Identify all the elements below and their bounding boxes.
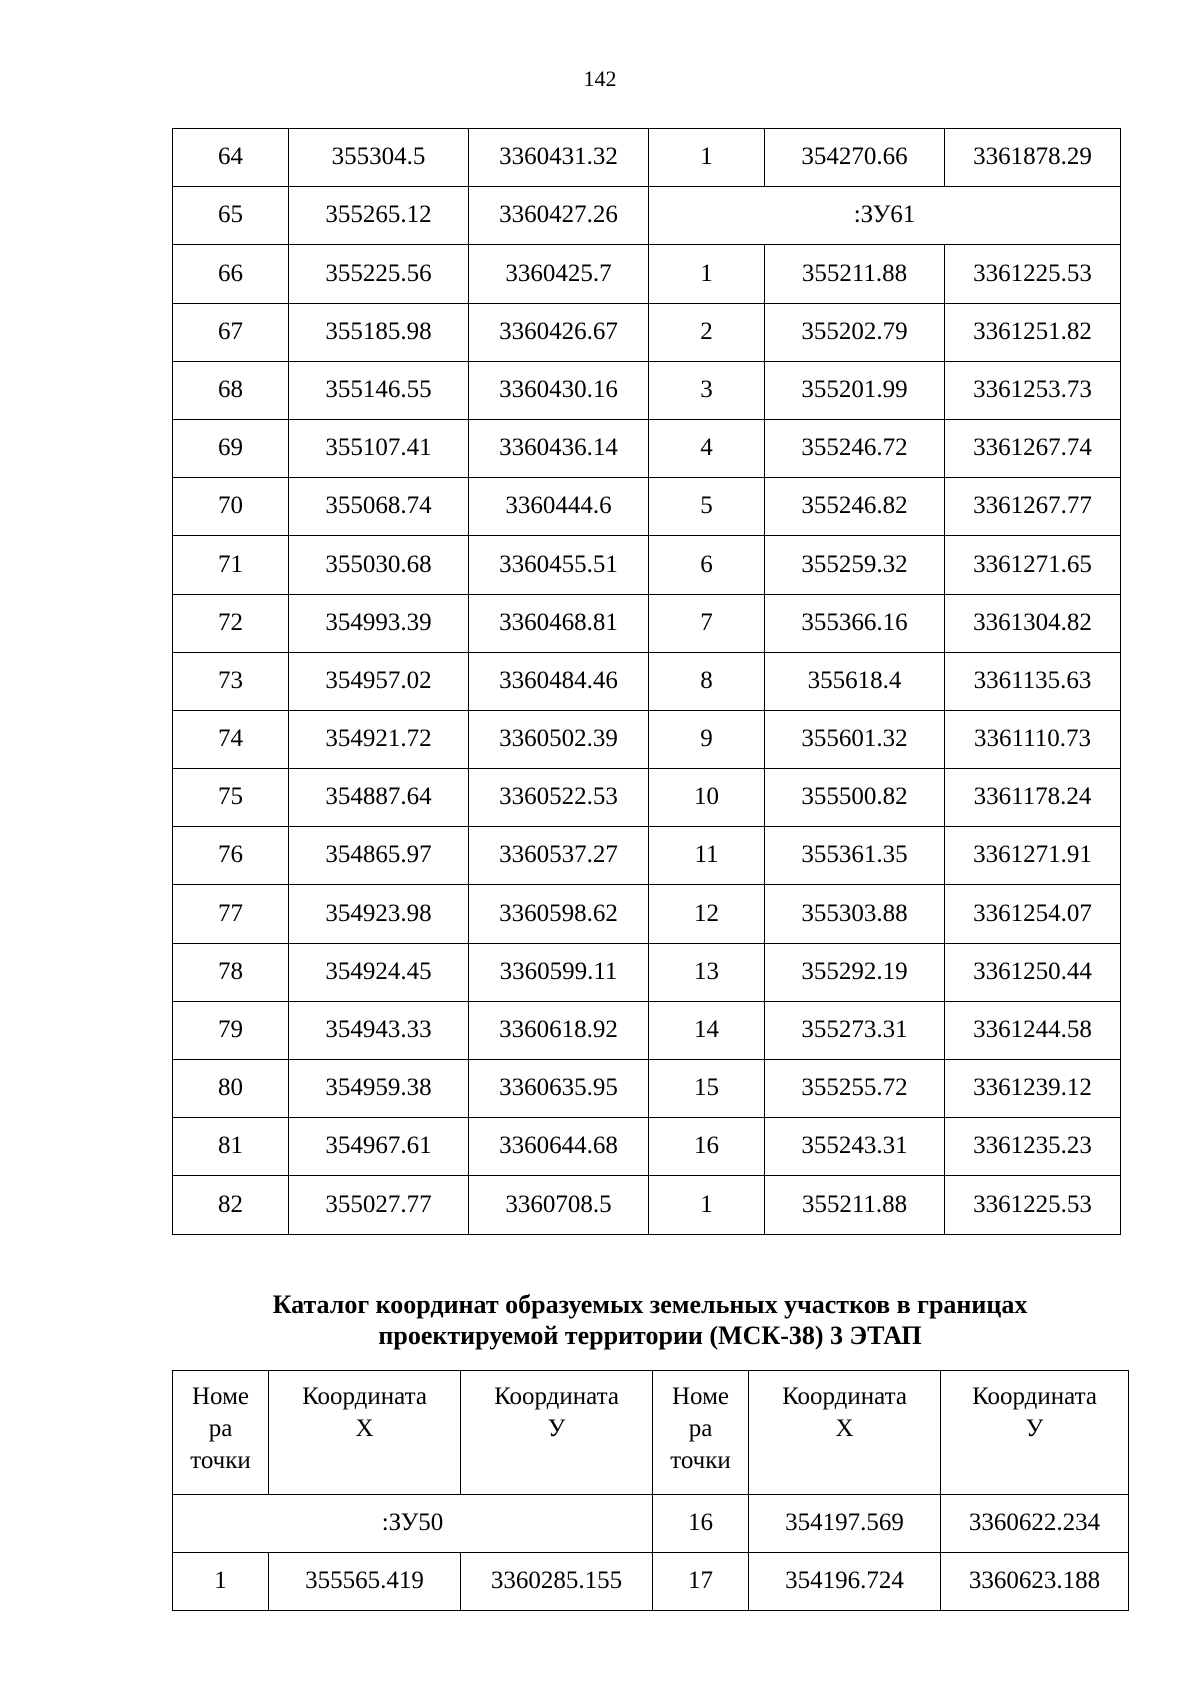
cell-coord-y-right: 3361878.29 [945,129,1121,187]
cell-point-number-right: 1 [649,129,765,187]
cell-point-number: 79 [173,1001,289,1059]
cell-coord-y-right: 3361271.65 [945,536,1121,594]
cell-point-number: 1 [173,1553,269,1611]
table-row [173,536,1121,594]
cell-point-number: 80 [173,1060,289,1118]
cell-coord-x: 355146.55 [289,361,469,419]
section-title [172,1289,1128,1351]
cell-point-number-right: 14 [649,1001,765,1059]
cell-coord-x-right: 354197.569 [749,1495,941,1553]
cell-coord-x: 354993.39 [289,594,469,652]
cell-coord-x: 354887.64 [289,769,469,827]
header-line: Координата [972,1383,1097,1410]
cell-coord-y-right: 3361239.12 [945,1060,1121,1118]
cell-coord-x: 354967.61 [289,1118,469,1176]
cell-coord-x: 355225.56 [289,245,469,303]
cell-coord-y: 3360644.68 [469,1118,649,1176]
cell-coord-y: 3360468.81 [469,594,649,652]
cell-coord-y-right: 3360622.234 [941,1495,1129,1553]
table-row [173,1495,1129,1553]
cell-coord-y: 3360444.6 [469,478,649,536]
cell-point-number-right: 8 [649,652,765,710]
cell-point-number-right: 9 [649,710,765,768]
cell-coord-y-right: 3361251.82 [945,303,1121,361]
cell-coord-x-right: 354196.724 [749,1553,941,1611]
header-line: Координата [302,1383,427,1410]
cell-coord-y-right: 3361225.53 [945,245,1121,303]
cell-point-number: 72 [173,594,289,652]
cell-coord-x-right: 355243.31 [765,1118,945,1176]
cell-point-number-right: 16 [653,1495,749,1553]
header-coord-x [269,1371,461,1495]
cell-point-number: 73 [173,652,289,710]
header-line: У [547,1415,566,1442]
header-line: Координата [494,1383,619,1410]
header-line: Номе [192,1383,249,1410]
cell-coord-x: 354943.33 [289,1001,469,1059]
table-row [173,1001,1121,1059]
cell-point-number: 70 [173,478,289,536]
cell-coord-y-right: 3361225.53 [945,1176,1121,1234]
cell-coord-x-right: 355211.88 [765,245,945,303]
header-line: Номе [672,1383,729,1410]
cell-point-number-right: 7 [649,594,765,652]
cell-point-number: 69 [173,419,289,477]
cell-coord-y: 3360285.155 [461,1553,653,1611]
cell-point-number-right: 11 [649,827,765,885]
cell-coord-y-right: 3361135.63 [945,652,1121,710]
cell-point-number: 74 [173,710,289,768]
cell-coord-x-right: 354270.66 [765,129,945,187]
header-point-number-right [653,1371,749,1495]
cell-coord-y-right: 3361244.58 [945,1001,1121,1059]
cell-point-number-right: 1 [649,245,765,303]
cell-coord-y: 3360522.53 [469,769,649,827]
cell-coord-y-right: 3360623.188 [941,1553,1129,1611]
cell-coord-x-right: 355601.32 [765,710,945,768]
table-row [173,361,1121,419]
coordinates-catalog-table [172,1370,1129,1611]
header-line: У [1025,1415,1044,1442]
cell-point-number-right: 3 [649,361,765,419]
cell-point-number: 78 [173,943,289,1001]
cell-point-number: 65 [173,187,289,245]
cell-coord-y-right: 3361253.73 [945,361,1121,419]
cell-coord-y-right: 3361267.77 [945,478,1121,536]
table-row [173,594,1121,652]
cell-point-number-right: 4 [649,419,765,477]
cell-coord-y: 3360599.11 [469,943,649,1001]
cell-coord-x: 355304.5 [289,129,469,187]
table-row [173,245,1121,303]
table-row [173,769,1121,827]
cell-coord-x: 355068.74 [289,478,469,536]
header-line: Координата [782,1383,907,1410]
cell-point-number: 66 [173,245,289,303]
cell-coord-y-right: 3361254.07 [945,885,1121,943]
header-line: Х [355,1415,374,1442]
header-line: ра [208,1415,233,1442]
table-header-row [173,1371,1129,1495]
cell-coord-y-right: 3361250.44 [945,943,1121,1001]
table-row [173,943,1121,1001]
cell-coord-x-right: 355201.99 [765,361,945,419]
table-row [173,1118,1121,1176]
cell-coord-x-right: 355500.82 [765,769,945,827]
cell-coord-y-right: 3361178.24 [945,769,1121,827]
cell-coord-y: 3360426.67 [469,303,649,361]
cell-point-number: 64 [173,129,289,187]
coordinates-table-continued [172,128,1121,1235]
header-coord-y-right [941,1371,1129,1495]
cell-point-number-right: 16 [649,1118,765,1176]
cell-point-number: 67 [173,303,289,361]
header-line: Х [835,1415,854,1442]
cell-coord-x: 355027.77 [289,1176,469,1234]
header-line: точки [670,1447,731,1474]
cell-coord-x-right: 355246.82 [765,478,945,536]
parcel-label: :ЗУ61 [649,187,1121,245]
cell-coord-x: 355565.419 [269,1553,461,1611]
table-row [173,652,1121,710]
cell-coord-y: 3360436.14 [469,419,649,477]
cell-point-number-right: 6 [649,536,765,594]
table-row [173,419,1121,477]
cell-coord-x: 355107.41 [289,419,469,477]
cell-point-number-right: 17 [653,1553,749,1611]
cell-coord-x-right: 355259.32 [765,536,945,594]
cell-point-number: 71 [173,536,289,594]
cell-coord-y-right: 3361271.91 [945,827,1121,885]
section-title-line-2: проектируемой территории (МСК-38) 3 ЭТАП [378,1321,922,1350]
cell-coord-y: 3360425.7 [469,245,649,303]
cell-coord-x-right: 355361.35 [765,827,945,885]
cell-coord-x: 354957.02 [289,652,469,710]
cell-coord-y-right: 3361110.73 [945,710,1121,768]
header-line: ра [688,1415,713,1442]
cell-point-number-right: 1 [649,1176,765,1234]
cell-coord-y: 3360618.92 [469,1001,649,1059]
cell-coord-x: 354865.97 [289,827,469,885]
header-line: точки [190,1447,251,1474]
table-row [173,303,1121,361]
cell-point-number: 81 [173,1118,289,1176]
cell-point-number: 82 [173,1176,289,1234]
cell-point-number-right: 12 [649,885,765,943]
cell-coord-y-right: 3361267.74 [945,419,1121,477]
table-row [173,1176,1121,1234]
cell-coord-x-right: 355366.16 [765,594,945,652]
table-row [173,827,1121,885]
cell-coord-x: 354923.98 [289,885,469,943]
cell-coord-x-right: 355246.72 [765,419,945,477]
table-row [173,129,1121,187]
cell-coord-y: 3360598.62 [469,885,649,943]
table-row [173,478,1121,536]
cell-coord-x-right: 355255.72 [765,1060,945,1118]
cell-coord-x-right: 355303.88 [765,885,945,943]
cell-coord-x: 355265.12 [289,187,469,245]
cell-coord-y-right: 3361235.23 [945,1118,1121,1176]
cell-coord-x: 354921.72 [289,710,469,768]
cell-coord-y: 3360635.95 [469,1060,649,1118]
cell-coord-x: 355030.68 [289,536,469,594]
section-title-line-1: Каталог координат образуемых земельных участков в границах [272,1290,1028,1319]
cell-point-number: 68 [173,361,289,419]
cell-coord-x: 355185.98 [289,303,469,361]
cell-coord-y-right: 3361304.82 [945,594,1121,652]
cell-point-number: 77 [173,885,289,943]
header-coord-y [461,1371,653,1495]
cell-coord-y: 3360502.39 [469,710,649,768]
cell-coord-x: 354924.45 [289,943,469,1001]
cell-point-number-right: 15 [649,1060,765,1118]
cell-coord-x-right: 355618.4 [765,652,945,710]
cell-point-number: 75 [173,769,289,827]
cell-coord-x: 354959.38 [289,1060,469,1118]
cell-coord-x-right: 355211.88 [765,1176,945,1234]
cell-coord-x-right: 355273.31 [765,1001,945,1059]
header-point-number [173,1371,269,1495]
header-coord-x-right [749,1371,941,1495]
cell-coord-y: 3360430.16 [469,361,649,419]
cell-point-number: 76 [173,827,289,885]
parcel-label: :ЗУ50 [173,1495,653,1553]
cell-coord-y: 3360537.27 [469,827,649,885]
cell-point-number-right: 5 [649,478,765,536]
cell-coord-y: 3360484.46 [469,652,649,710]
cell-coord-y: 3360431.32 [469,129,649,187]
page-number: 142 [583,66,617,91]
cell-coord-y: 3360708.5 [469,1176,649,1234]
table-row [173,885,1121,943]
cell-point-number-right: 2 [649,303,765,361]
cell-point-number-right: 13 [649,943,765,1001]
table-row [173,1060,1121,1118]
cell-point-number-right: 10 [649,769,765,827]
table-row [173,1553,1129,1611]
table-row [173,710,1121,768]
cell-coord-x-right: 355292.19 [765,943,945,1001]
cell-coord-y: 3360427.26 [469,187,649,245]
table-row [173,187,1121,245]
cell-coord-y: 3360455.51 [469,536,649,594]
cell-coord-x-right: 355202.79 [765,303,945,361]
